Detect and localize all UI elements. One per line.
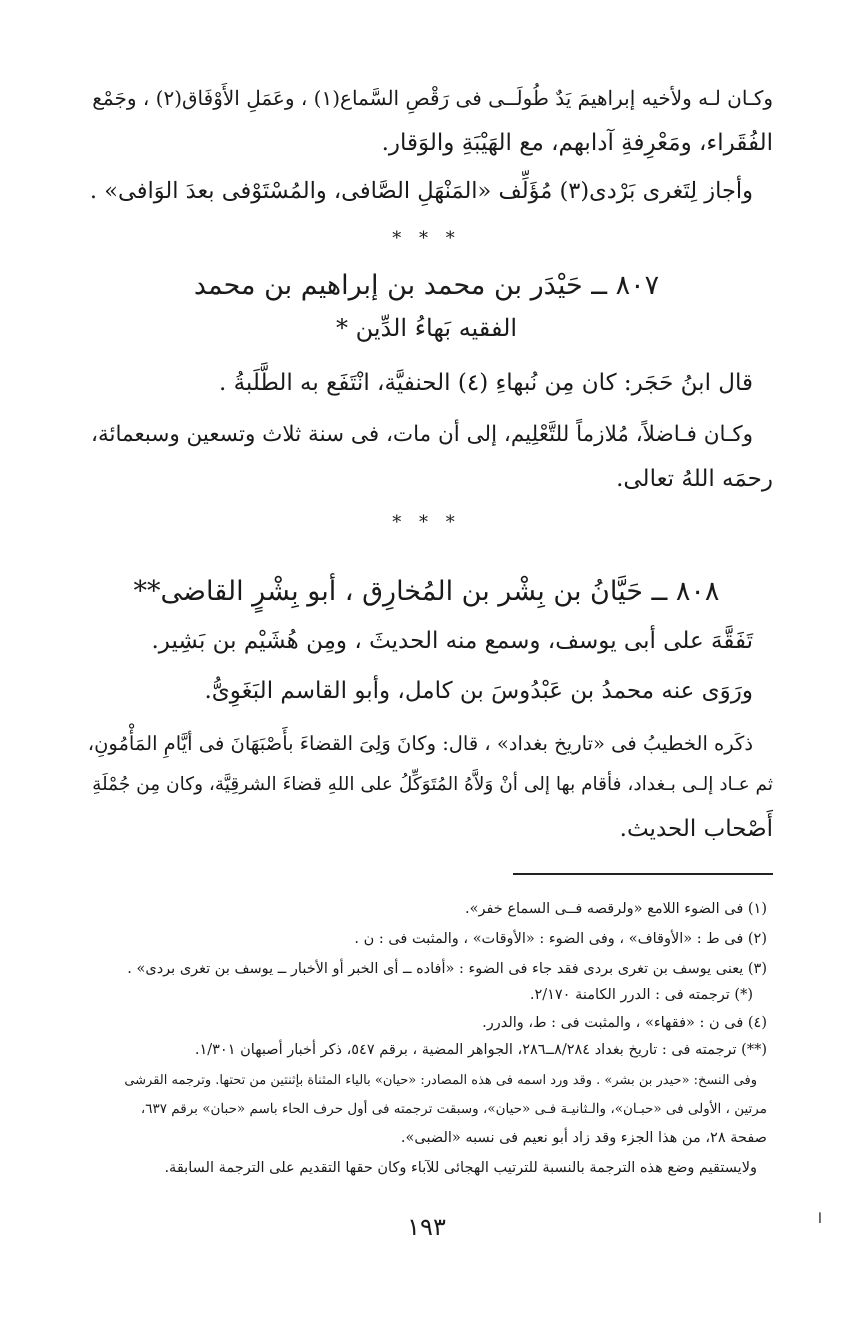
entry-807-title: ٨٠٧ ــ حَيْدَر بن محمد بن إبراهيم بن محمد	[193, 270, 660, 301]
footnote-note-line-3: صفحة ٢٨، من هذا الجزء وقد زاد أبو نعيم فى نسبه «الضبى».	[400, 1130, 767, 1146]
footnote-star: (*) ترجمته فى : الدرر الكامنة ٢/١٧٠.	[529, 987, 753, 1003]
separator-stars: * * *	[392, 512, 461, 533]
footnote-note-line-2: مرتين ، الأولى فى «حبـان»، والـثانيـة فـى «حيان»، وسبقت ترجمته فى أول حرف الحاء باسم «حبان» برقم ٦٣٧،	[140, 1101, 767, 1117]
entry-807-line-2: وكـان فـاضلاً، مُلازماً للتَّعْلِيم، إلى أن مات، فى سنة ثلاث وتسعين وسبعمائة،	[91, 422, 753, 447]
entry-808-line-5: أَصْحاب الحديث.	[619, 816, 773, 842]
footnote-4: (٤) فى ن : «فقهاء» ، والمثبت فى : ط، والدرر.	[482, 1015, 767, 1031]
footnote-double-star: (**) ترجمته فى : تاريخ بغداد ٨/٢٨٤ــ٢٨٦، الجواهر المضية ، برقم ٥٤٧، ذكر أخبار أصبهان ١/٣٠١.	[194, 1042, 767, 1058]
page-number: ١٩٣	[407, 1213, 446, 1241]
paragraph-1-line-1: وكـان لـه ولأخيه إبراهيمَ يَدٌ طُولَــى فى رَقْصِ السَّماع(١) ، وعَمَلِ الأَوْفَاق(٢) ، وجَمْع	[92, 86, 773, 110]
entry-808-line-4: ثم عـاد إلـى بـغداد، فأقام بها إلى أنْ وَلاَّهُ المُتَوَكِّلُ على اللهِ قضاءَ الشرقِيَّة، وكان مِن جُمْلَةِ	[92, 774, 773, 795]
separator-stars: * * *	[392, 228, 461, 249]
paragraph-1-line-2: الفُقَراء، ومَعْرِفةِ آدابهم، مع الهَيْبَةِ والوَقار.	[381, 130, 773, 156]
margin-mark: ا	[818, 1211, 822, 1227]
footnote-2: (٢) فى ط : «الأوقاف» ، وفى الضوء : «الأوقات» ، والمثبت فى : ن .	[354, 931, 767, 947]
footnote-3: (٣) يعنى يوسف بن تغرى بردى فقد جاء فى الضوء : «أفاده ــ أى الخبر أو الأخبار ــ يوسف بن تغرى بردى» .	[127, 961, 767, 977]
entry-808-title: ٨٠٨ ــ حَيَّانُ بن بِشْر بن المُخارِق ، أبو بِشْرٍ القاضى**	[133, 576, 720, 607]
footnote-separator	[513, 873, 773, 875]
entry-807-line-3: رحمَه اللهُ تعالى.	[616, 466, 773, 492]
footnote-1: (١) فى الضوء اللامع «ولرقصه فــى السماع خفر».	[464, 901, 767, 917]
footnote-note-line-4: ولايستقيم وضع هذه الترجمة بالنسبة للترتيب الهجائى للآباء وكان حقها التقديم على الترجمة السابقة.	[164, 1160, 757, 1176]
entry-807-subtitle: الفقيه بَهاءُ الدِّين *	[335, 314, 518, 342]
paragraph-2: وأجاز لِتَغرى بَرْدى(٣) مُؤَلِّف «المَنْهَلِ الصَّافى، والمُسْتَوْفى بعدَ الوَافى» .	[89, 178, 753, 204]
entry-808-line-2: ورَوَى عنه محمدُ بن عَبْدُوسَ بن كامل، وأبو القاسم البَغَوِىُّ.	[204, 678, 753, 704]
entry-807-line-1: قال ابنُ حَجَر: كان مِن نُبهاءِ (٤) الحنفيَّة، انْتَفَع به الطَّلَبةُ .	[218, 370, 753, 396]
entry-808-line-3: ذكَره الخطيبُ فى «تاريخ بغداد» ، قال: وكانَ وَلِىَ القضاءَ بأَصْبَهَانَ فى أيَّامِ المَأْمُونِ،	[87, 732, 753, 755]
footnote-note-line-1: وفى النسخ: «حيدر بن بشر» . وقد ورد اسمه فى هذه المصادر: «حيان» بالياء المثناة بإثنتين من تحتها. وترجمه القرشى	[124, 1073, 757, 1088]
entry-808-line-1: تَفَقَّهَ على أبى يوسف، وسمع منه الحديثَ ، ومِن هُشَيْم بن بَشِير.	[151, 628, 753, 654]
